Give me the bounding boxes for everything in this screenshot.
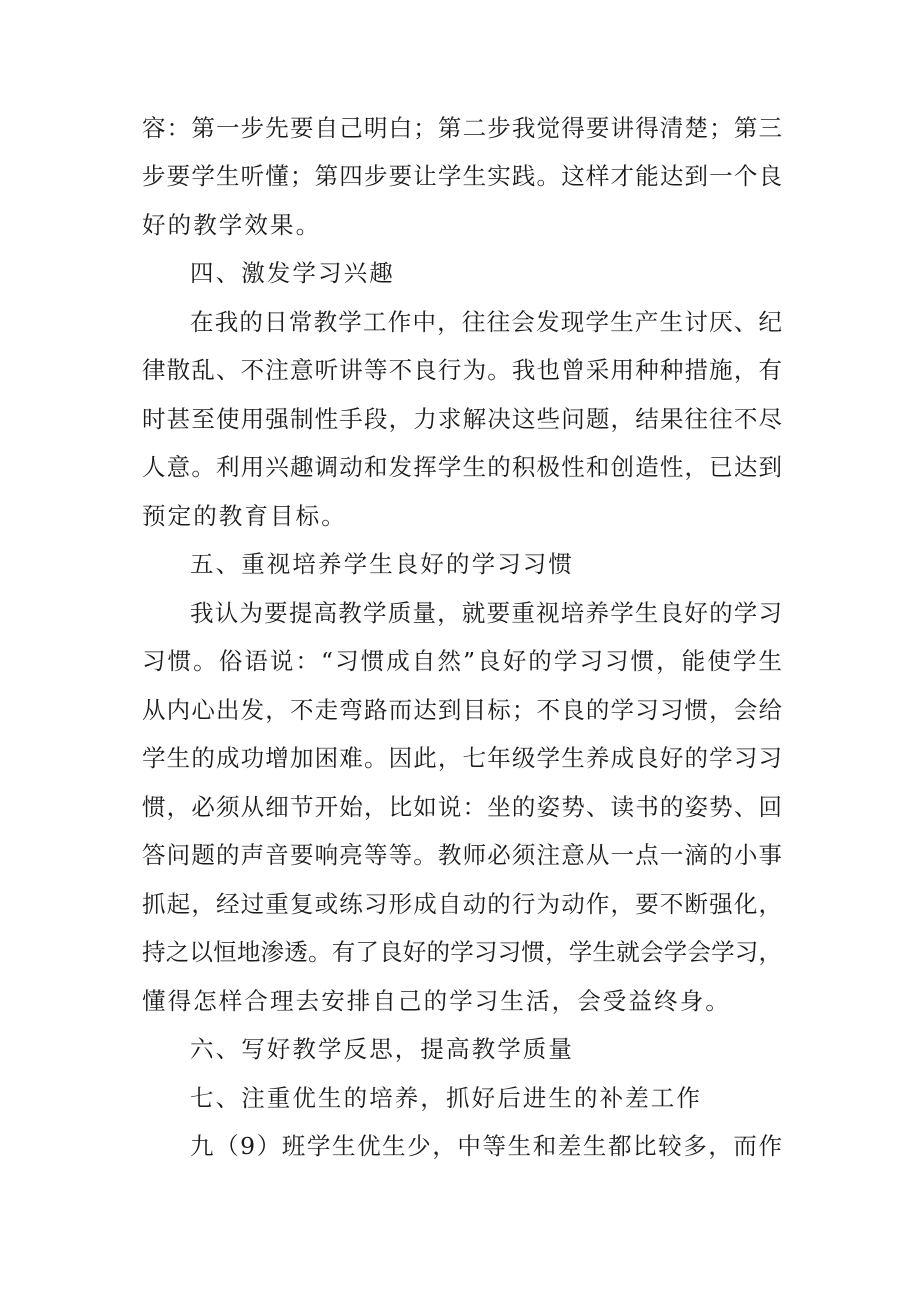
paragraph-line: 预定的教育目标。 — [142, 502, 347, 530]
section-heading-4: 四、激发学习兴趣 — [190, 259, 395, 287]
paragraph-line: 学生的成功增加困难。因此，七年级学生养成良好的学习习 — [142, 744, 782, 772]
paragraph-line: 惯，必须从细节开始，比如说：坐的姿势、读书的姿势、回 — [142, 793, 782, 821]
paragraph-line: 在我的日常教学工作中，往往会发现学生产生讨厌、纪 — [190, 308, 782, 336]
paragraph-line: 时甚至使用强制性手段，力求解决这些问题，结果往往不尽 — [142, 405, 782, 433]
section-heading-6: 六、写好教学反思，提高教学质量 — [190, 1035, 574, 1063]
paragraph-line: 抓起，经过重复或练习形成自动的行为动作，要不断强化， — [142, 890, 782, 918]
paragraph-line: 九（9）班学生优生少，中等生和差生都比较多，而作 — [190, 1132, 782, 1160]
paragraph-line: 从内心出发，不走弯路而达到目标；不良的学习习惯，会给 — [142, 696, 782, 724]
paragraph-line: 习惯。俗语说：“习惯成自然”良好的学习习惯，能使学生 — [142, 647, 782, 675]
section-heading-5: 五、重视培养学生良好的学习习惯 — [190, 550, 574, 578]
section-heading-7: 七、注重优生的培养，抓好后进生的补差工作 — [190, 1084, 702, 1112]
paragraph-line: 律散乱、不注意听讲等不良行为。我也曾采用种种措施，有 — [142, 356, 782, 384]
paragraph-line: 人意。利用兴趣调动和发挥学生的积极性和创造性，已达到 — [142, 453, 782, 481]
paragraph-line: 答问题的声音要响亮等等。教师必须注意从一点一滴的小事 — [142, 841, 782, 869]
paragraph-line: 步要学生听懂；第四步要让学生实践。这样才能达到一个良 — [142, 162, 782, 190]
paragraph-line: 持之以恒地渗透。有了良好的学习习惯，学生就会学会学习， — [142, 938, 782, 966]
paragraph-line: 我认为要提高教学质量，就要重视培养学生良好的学习 — [190, 599, 782, 627]
paragraph-line: 容：第一步先要自己明白；第二步我觉得要讲得清楚；第三 — [142, 114, 782, 142]
paragraph-line: 懂得怎样合理去安排自己的学习生活，会受益终身。 — [142, 987, 731, 1015]
paragraph-line: 好的教学效果。 — [142, 211, 322, 239]
